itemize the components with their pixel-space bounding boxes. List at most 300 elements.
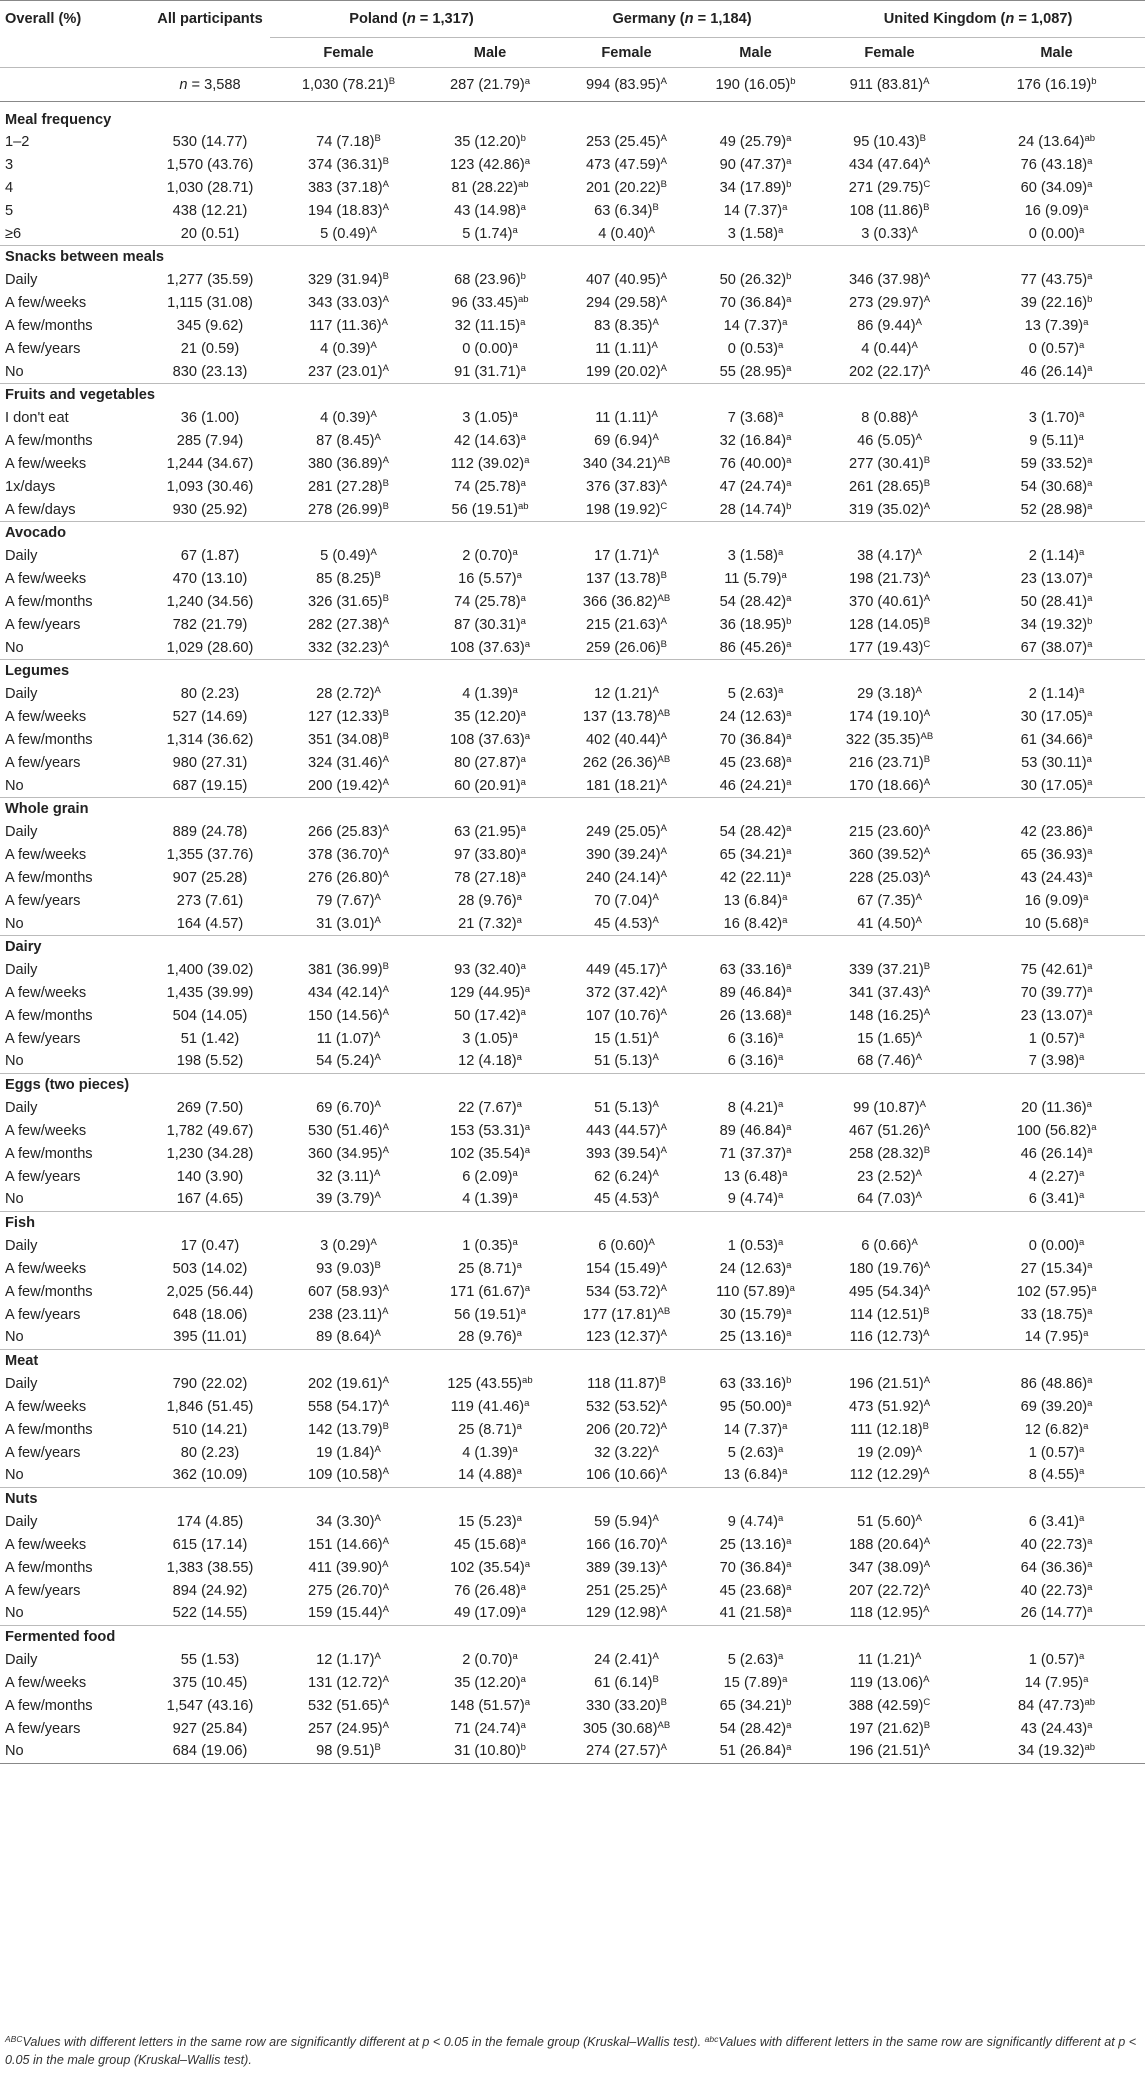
- cell-value: 332 (32.23): [308, 639, 383, 656]
- cell-value: 281 (27.28): [308, 478, 383, 495]
- cell-value: 362 (10.09): [172, 1467, 248, 1484]
- cell-value: 188 (20.64): [849, 1537, 924, 1554]
- table-row: [0, 1027, 1145, 1050]
- cell-value: 8 (0.88): [861, 410, 912, 427]
- significance-letter: A: [374, 432, 381, 444]
- table-cell: [427, 867, 553, 890]
- cell-value: 6 (2.09): [462, 1168, 513, 1185]
- significance-letter: a: [782, 1420, 788, 1432]
- cell-value: 495 (54.34): [849, 1283, 924, 1300]
- cell-value: 34 (17.89): [719, 179, 787, 196]
- row-label: A few/days: [5, 501, 76, 518]
- table-cell: [553, 1717, 700, 1740]
- cell-value: 534 (53.72): [586, 1283, 661, 1300]
- table-cell: [700, 430, 811, 453]
- significance-letter: a: [524, 1144, 530, 1156]
- table-cell: [968, 1534, 1145, 1557]
- table-cell: [427, 729, 553, 752]
- significance-letter: a: [782, 891, 788, 903]
- cell-value: 63 (6.34): [594, 202, 653, 219]
- significance-letter: a: [789, 1282, 795, 1294]
- cell-value: 164 (4.57): [176, 915, 244, 932]
- table-cell: [150, 959, 270, 982]
- cell-value: 376 (37.83): [586, 478, 661, 495]
- significance-letter: AB: [657, 1719, 671, 1731]
- cell-value: 70 (36.84): [719, 1559, 787, 1576]
- cell-value: 95 (50.00): [719, 1399, 787, 1416]
- table-cell: [270, 959, 427, 982]
- cell-value: 7 (3.98): [1028, 1053, 1080, 1070]
- significance-letter: a: [786, 961, 792, 973]
- table-row: [0, 706, 1145, 729]
- table-row: [0, 1694, 1145, 1717]
- significance-letter: B: [660, 178, 668, 190]
- significance-letter: a: [1087, 638, 1093, 650]
- significance-letter: a: [524, 984, 530, 996]
- table-cell: [811, 1511, 968, 1534]
- cell-value: 167 (4.65): [176, 1191, 244, 1208]
- cell-value: 24 (12.63): [719, 709, 787, 726]
- significance-letter: b: [520, 133, 526, 145]
- significance-letter: A: [652, 914, 659, 926]
- cell-value: 1,547 (43.16): [166, 1697, 254, 1714]
- significance-letter: A: [374, 1443, 381, 1455]
- significance-letter: A: [381, 316, 388, 328]
- table-row: [0, 1602, 1145, 1625]
- significance-letter: a: [1087, 1558, 1093, 1570]
- cell-value: 25 (8.71): [458, 1261, 517, 1278]
- table-cell: [968, 545, 1145, 568]
- cell-value: 11 (1.11): [595, 410, 652, 427]
- table-cell: [811, 1534, 968, 1557]
- cell-value: 47 (24.74): [719, 478, 787, 495]
- row-label: A few/weeks: [5, 1399, 87, 1416]
- cell-value: 56 (19.51): [454, 1306, 521, 1323]
- significance-letter: a: [1079, 339, 1085, 351]
- table-cell: [968, 636, 1145, 659]
- row-label: A few/months: [5, 1283, 93, 1300]
- table-cell: [968, 315, 1145, 338]
- row-label: A few/years: [5, 340, 81, 357]
- table-cell: [553, 1649, 700, 1672]
- significance-letter: A: [652, 1099, 659, 1111]
- cell-value: 274 (27.57): [586, 1743, 661, 1760]
- cell-value: 85 (8.25): [316, 571, 375, 588]
- significance-letter: C: [660, 500, 668, 512]
- table-cell: [811, 959, 968, 982]
- table-cell: [700, 889, 811, 912]
- cell-value: 14 (4.88): [458, 1467, 517, 1484]
- table-cell: [811, 292, 968, 315]
- cell-value: 2 (0.70): [462, 548, 513, 565]
- cell-value: 277 (30.41): [849, 455, 924, 472]
- section-header-row: [0, 1211, 1145, 1235]
- significance-letter: a: [786, 1581, 792, 1593]
- table-cell: [427, 154, 553, 177]
- significance-letter: A: [370, 409, 377, 421]
- table-cell: [553, 751, 700, 774]
- table-cell: [270, 751, 427, 774]
- table-cell: [150, 683, 270, 706]
- significance-letter: A: [660, 1006, 668, 1018]
- cell-value: 7 (3.68): [727, 410, 779, 427]
- cell-value: 2 (1.14): [1028, 686, 1080, 703]
- overall-label: Overall (%): [0, 1, 150, 38]
- cell-value: 68 (7.46): [857, 1053, 916, 1070]
- table-cell: [811, 568, 968, 591]
- significance-letter: a: [786, 477, 792, 489]
- table-cell: [700, 568, 811, 591]
- cell-value: 31 (3.01): [316, 915, 375, 932]
- table-row: [0, 1050, 1145, 1073]
- cell-value: 17 (0.47): [180, 1238, 240, 1255]
- cell-value: 273 (29.97): [849, 295, 924, 312]
- table-row: [0, 1188, 1145, 1211]
- table-cell: [968, 1602, 1145, 1625]
- table-cell: [700, 706, 811, 729]
- significance-letter: A: [382, 1581, 389, 1593]
- significance-letter: a: [782, 201, 788, 213]
- cell-value: 69 (6.70): [316, 1100, 375, 1117]
- table-cell: [553, 729, 700, 752]
- cell-value: 84 (47.73): [1017, 1697, 1085, 1714]
- cell-value: 275 (26.70): [308, 1582, 383, 1599]
- section-title: Legumes: [0, 659, 1145, 683]
- table-cell: [700, 1694, 811, 1717]
- country-header-uk: United Kingdom (n = 1,087): [811, 1, 1145, 38]
- cell-value: 319 (35.02): [849, 501, 924, 518]
- cell-value: 65 (36.93): [1020, 847, 1088, 864]
- cell-value: 35 (12.20): [454, 1675, 521, 1692]
- significance-letter: a: [520, 1305, 526, 1317]
- table-cell: [811, 199, 968, 222]
- section-title: Eggs (two pieces): [0, 1073, 1145, 1097]
- significance-letter: a: [520, 868, 526, 880]
- cell-value: 54 (28.42): [719, 593, 787, 610]
- significance-letter: A: [382, 1122, 389, 1134]
- cell-value: 67 (1.87): [180, 548, 240, 565]
- cell-value: 251 (25.25): [586, 1582, 661, 1599]
- table-cell: [553, 982, 700, 1005]
- cell-value: 24 (13.64): [1017, 134, 1085, 151]
- table-row: [0, 407, 1145, 430]
- row-label: A few/months: [5, 1007, 93, 1024]
- table-cell: [553, 453, 700, 476]
- cell-value: 4 (0.39): [320, 340, 371, 357]
- cell-value: 911 (83.81): [849, 76, 924, 93]
- table-cell: [700, 1303, 811, 1326]
- table-cell: [700, 1050, 811, 1073]
- table-row: [0, 1649, 1145, 1672]
- table-cell: [150, 430, 270, 453]
- cell-value: 102 (35.54): [450, 1559, 525, 1576]
- significance-letter: A: [923, 1674, 930, 1686]
- header-row-countries: [0, 1, 1145, 38]
- table-cell: [270, 1373, 427, 1396]
- cell-value: 91 (31.71): [454, 363, 521, 380]
- significance-letter: A: [923, 1536, 931, 1548]
- significance-letter: A: [923, 846, 931, 858]
- cell-value: 16 (9.09): [1024, 202, 1084, 219]
- significance-letter: A: [923, 823, 931, 835]
- row-label: A few/years: [5, 1168, 81, 1185]
- significance-letter: A: [660, 271, 668, 283]
- significance-letter: A: [373, 1029, 381, 1041]
- cell-value: 15 (1.51): [594, 1030, 653, 1047]
- cell-value: 14 (7.37): [723, 317, 783, 334]
- significance-letter: a: [786, 708, 792, 720]
- table-cell: [700, 613, 811, 636]
- significance-letter: A: [382, 1305, 389, 1317]
- table-cell: [553, 337, 700, 360]
- cell-value: 19 (2.09): [857, 1444, 916, 1461]
- cell-value: 1 (0.53): [727, 1238, 779, 1255]
- table-cell: [150, 568, 270, 591]
- significance-letter: a: [524, 75, 530, 87]
- cell-value: 96 (33.45): [451, 295, 518, 312]
- significance-letter: A: [374, 1190, 381, 1202]
- table-cell: [968, 912, 1145, 935]
- table-cell: [553, 1326, 700, 1349]
- table-cell: [700, 315, 811, 338]
- table-cell: [968, 1280, 1145, 1303]
- table-cell: [968, 1740, 1145, 1763]
- significance-letter: a: [778, 1029, 784, 1041]
- significance-letter: a: [786, 1305, 792, 1317]
- table-cell: [700, 1027, 811, 1050]
- table-row: [0, 1717, 1145, 1740]
- sex-header: Male: [427, 38, 553, 68]
- cell-value: 56 (19.51): [451, 501, 518, 518]
- table-cell: [270, 1120, 427, 1143]
- table-row: [0, 1441, 1145, 1464]
- cell-value: 200 (19.42): [308, 777, 383, 794]
- cell-value: 11 (1.21): [857, 1652, 916, 1669]
- significance-letter: A: [652, 547, 659, 559]
- cell-value: 1,846 (51.45): [166, 1399, 254, 1416]
- row-label: No: [5, 1329, 24, 1346]
- cell-value: 4 (1.39): [462, 686, 513, 703]
- significance-letter: a: [778, 685, 784, 697]
- cell-value: 1 (0.57): [1028, 1030, 1080, 1047]
- significance-letter: A: [648, 224, 655, 236]
- cell-value: 80 (27.87): [454, 754, 521, 771]
- row-label: 3: [5, 157, 14, 174]
- table-cell: [700, 1235, 811, 1258]
- cell-value: 86 (48.86): [1020, 1376, 1088, 1393]
- cell-value: 95 (10.43): [853, 134, 920, 151]
- table-cell: [811, 867, 968, 890]
- table-cell: [427, 292, 553, 315]
- table-row: [0, 453, 1145, 476]
- cell-value: 99 (10.87): [853, 1100, 920, 1117]
- table-cell: [270, 1511, 427, 1534]
- cell-value: 50 (28.41): [1020, 593, 1088, 610]
- table-cell: [150, 1717, 270, 1740]
- table-cell: [700, 1280, 811, 1303]
- table-row: [0, 1464, 1145, 1487]
- table-cell: [968, 498, 1145, 521]
- cell-value: 177 (19.43): [848, 639, 924, 656]
- table-cell: [553, 1441, 700, 1464]
- table-footnote: $^{ABC}$Values with different letters in the same row are significantly different at p < 0.05 in the female group (Kruskal–Wallis test). $^{abc}$Values with different letters in the same row are significantly different at p < 0.05 in the male group (Kruskal–Wallis test).: [5, 2034, 1137, 2067]
- significance-letter: a: [512, 685, 518, 697]
- table-cell: [811, 636, 968, 659]
- row-label: A few/weeks: [5, 1123, 87, 1140]
- significance-letter: a: [520, 1674, 526, 1686]
- cell-value: 70 (36.84): [719, 295, 787, 312]
- cell-value: 28 (9.76): [458, 892, 517, 909]
- significance-letter: A: [660, 477, 668, 489]
- significance-letter: A: [382, 823, 389, 835]
- cell-value: 74 (25.78): [454, 478, 521, 495]
- cell-value: 42 (23.86): [1020, 824, 1088, 841]
- table-cell: [427, 430, 553, 453]
- table-cell: [270, 729, 427, 752]
- significance-letter: a: [524, 730, 530, 742]
- significance-letter: A: [660, 846, 668, 858]
- table-cell: [427, 1142, 553, 1165]
- cell-value: 216 (23.71): [849, 754, 924, 771]
- significance-letter: B: [652, 1674, 659, 1686]
- significance-letter: a: [785, 868, 791, 880]
- significance-letter: B: [923, 201, 930, 213]
- cell-value: 340 (34.21): [582, 455, 658, 472]
- significance-letter: a: [778, 1237, 784, 1249]
- cell-value: 11 (5.79): [724, 571, 782, 588]
- section-title: Dairy: [0, 935, 1145, 959]
- significance-letter: a: [520, 1719, 526, 1731]
- table-row: [0, 430, 1145, 453]
- significance-letter: a: [1087, 1604, 1093, 1616]
- cell-value: 55 (1.53): [180, 1652, 240, 1669]
- cell-value: 34 (19.32): [1020, 616, 1088, 633]
- significance-letter: A: [382, 1375, 389, 1387]
- cell-value: 90 (47.37): [719, 157, 787, 174]
- cell-value: 26 (13.68): [719, 1007, 787, 1024]
- cell-value: 17 (1.71): [594, 548, 653, 565]
- table-row: [0, 177, 1145, 200]
- table-cell: [553, 889, 700, 912]
- table-cell: [811, 1097, 968, 1120]
- cell-value: 196 (21.51): [849, 1376, 924, 1393]
- table-row: [0, 683, 1145, 706]
- table-cell: [700, 591, 811, 614]
- table-cell: [968, 774, 1145, 797]
- table-cell: [700, 292, 811, 315]
- significance-letter: A: [382, 615, 389, 627]
- table-cell: [150, 1649, 270, 1672]
- cell-value: 45 (15.68): [454, 1537, 521, 1554]
- table-cell: [270, 292, 427, 315]
- cell-value: 49 (25.79): [719, 134, 787, 151]
- table-cell: [811, 1050, 968, 1073]
- cell-value: 28 (2.72): [316, 686, 375, 703]
- cell-value: 215 (21.63): [586, 616, 661, 633]
- significance-letter: ab: [1084, 1696, 1096, 1708]
- table-cell: [553, 222, 700, 245]
- significance-letter: A: [382, 1006, 389, 1018]
- significance-letter: A: [923, 868, 931, 880]
- significance-letter: A: [382, 1558, 389, 1570]
- cell-value: 20 (0.51): [180, 225, 240, 242]
- table-cell: [150, 844, 270, 867]
- table-cell: [150, 889, 270, 912]
- significance-letter: A: [911, 224, 918, 236]
- significance-letter: a: [520, 823, 526, 835]
- cell-value: 79 (7.67): [316, 892, 375, 909]
- significance-letter: A: [652, 1443, 659, 1455]
- cell-value: 198 (19.92): [585, 501, 661, 518]
- cell-value: 994 (83.95): [586, 76, 661, 93]
- cell-value: 411 (39.90): [308, 1559, 383, 1576]
- table-cell: [270, 222, 427, 245]
- significance-letter: AB: [657, 1305, 671, 1317]
- significance-letter: AB: [657, 454, 671, 466]
- table-cell: [553, 867, 700, 890]
- table-cell: [700, 1534, 811, 1557]
- row-label: A few/years: [5, 1444, 81, 1461]
- cell-value: 372 (37.42): [586, 985, 661, 1002]
- table-cell: [811, 1280, 968, 1303]
- table-cell: [811, 1740, 968, 1763]
- table-cell: [270, 177, 427, 200]
- cell-value: 51 (26.84): [719, 1743, 787, 1760]
- cell-value: 28 (14.74): [719, 501, 787, 518]
- significance-letter: A: [660, 730, 668, 742]
- cell-value: 324 (31.46): [308, 754, 383, 771]
- cell-value: 1,314 (36.62): [166, 731, 254, 748]
- cell-value: 0 (0.00): [462, 340, 513, 357]
- significance-letter: a: [520, 592, 526, 604]
- significance-letter: a: [512, 1029, 518, 1041]
- cell-value: 383 (37.18): [308, 179, 383, 196]
- table-row: [0, 1120, 1145, 1143]
- table-cell: [700, 1188, 811, 1211]
- table-cell: [968, 1097, 1145, 1120]
- table-cell: [811, 430, 968, 453]
- significance-letter: a: [1087, 156, 1093, 168]
- significance-letter: A: [382, 1719, 389, 1731]
- significance-letter: a: [520, 1604, 526, 1616]
- cell-value: 174 (4.85): [176, 1514, 244, 1531]
- significance-letter: A: [374, 1513, 381, 1525]
- row-label: I don't eat: [5, 410, 69, 427]
- table-cell: [270, 1579, 427, 1602]
- significance-letter: a: [516, 1052, 522, 1064]
- table-cell: [270, 1326, 427, 1349]
- table-cell: [270, 1280, 427, 1303]
- table-cell: [270, 867, 427, 890]
- table-cell: [553, 407, 700, 430]
- significance-letter: a: [520, 961, 526, 973]
- significance-letter: b: [786, 271, 792, 283]
- cell-value: 16 (9.09): [1024, 892, 1084, 909]
- table-cell: [968, 475, 1145, 498]
- cell-value: 125 (43.55): [447, 1376, 523, 1393]
- section-header-row: [0, 108, 1145, 131]
- section-header-row: [0, 1625, 1145, 1649]
- cell-value: 13 (6.84): [723, 1467, 783, 1484]
- cell-value: 75 (42.61): [1020, 962, 1088, 979]
- significance-letter: b: [786, 1696, 792, 1708]
- significance-letter: a: [1087, 1581, 1093, 1593]
- table-cell: [150, 751, 270, 774]
- table-cell: [968, 407, 1145, 430]
- table-cell: [700, 1511, 811, 1534]
- cell-value: 30 (17.05): [1020, 777, 1088, 794]
- table-cell: [150, 131, 270, 154]
